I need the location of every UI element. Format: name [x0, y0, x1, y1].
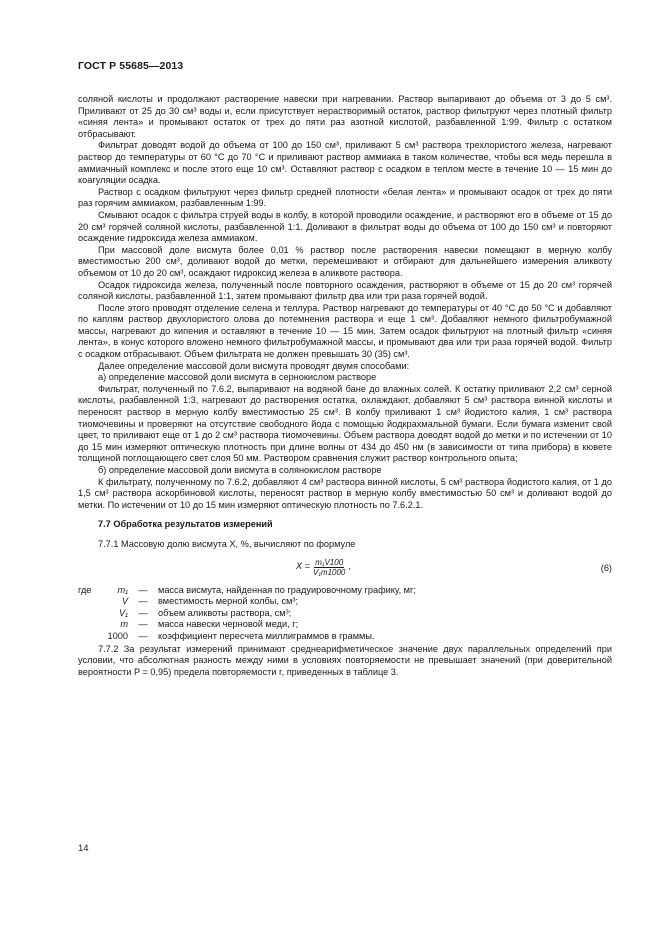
definition-text: коэффициент пересчета миллиграммов в граммы. — [158, 630, 375, 641]
definitions-list — [78, 585, 612, 643]
clause-7-7-2: 7.7.2 За результат измерений принимают среднеарифметическое значение двух параллельных определений при условии, что абсолютная разность между ними в условиях повторяемости не превышает значений (при доверительной вероятности P = 0,95) предела повторяемости r, приведенных в таблице 3. — [78, 643, 612, 677]
page-number: 14 — [78, 843, 89, 854]
paragraph: Фильтрат, полученный по 7.6.2, выпаривают на водяной бане до влажных солей. К остатку приливают 2,2 см³ серной кислоты, разбавленной 1:3, нагревают до растворения остатка, охлаждают, добавляют 5 см³ раствора винной кислоты и переносят раствор в мерную колбу вместимостью 25 см³. В колбу приливают 1 см³ йодистого калия, 1 см³ раствора тиомочевины и проверяют на отсутствие свободного йода с помощью йодкрахмальной бумаги. Если бумага изменит свой цвет, то приливают еще от 1 до 2 см³ раствора тиомочевины. Объем раствора доводят водой до метки и по истечении от 10 до 15 мин измеряют оптическую плотность при длине волны от 434 до 450 нм (в зависимости от типа прибора) в кювете толщиной поглощающего свет слоя 50 мм. Раствором сравнения служит раствор контрольного опыта; — [78, 383, 612, 464]
definition-symbol: 1000 — [107, 630, 128, 641]
definition-dash: — — [138, 596, 148, 607]
paragraph: Осадок гидроксида железа, полученный после повторного осаждения, растворяют в объеме от 15 до 20 см³ горячей соляной кислоты, разбавленной 1:1, затем промывают фильтр два или три раза горячей водой. — [78, 279, 612, 302]
definition-row — [78, 619, 612, 631]
formula-fraction — [313, 558, 345, 577]
document-header: ГОСТ Р 55685—2013 — [78, 60, 184, 72]
definition-text: масса навески черновой меди, г; — [158, 619, 299, 630]
definition-symbol: V — [121, 596, 128, 607]
formula — [296, 558, 351, 577]
paragraph: Далее определение массовой доли висмута проводят двумя способами: — [98, 360, 410, 371]
definition-symbol: V₁ — [118, 607, 128, 618]
paragraph: соляной кислоты и продолжают растворение навески при нагревании. Раствор выпаривают до объема от 3 до 5 см³. Приливают от 25 до 30 см³ воды и, если присутствует нерастворимый остаток, раствор фильтруют через плотный фильтр «синяя лента» и промывают остаток от трех до пяти раз азотной кислотой, разбавленной 1:99. Фильтр с остатком отбрасывают. — [78, 94, 612, 139]
definition-row — [78, 585, 612, 597]
definition-dash: — — [138, 584, 148, 595]
definition-lead — [78, 631, 98, 643]
definition-lead — [78, 619, 98, 631]
paragraph: К фильтрату, полученному по 7.6.2, добавляют 4 см³ раствора винной кислоты, 5 см³ раствора йодистого калия, от 1 до 1,5 см³ раствора аскорбиновой кислоты, переносят раствор в мерную колбу вместимостью 50 см³ и доливают водой до метки. По истечении от 10 до 15 мин измеряют оптическую плотность по 7.6.2.1. — [78, 476, 612, 510]
definition-lead — [78, 608, 98, 620]
formula-denominator: V₁m1000 — [313, 567, 346, 577]
document-body — [78, 94, 612, 678]
definition-symbol: m₁ — [117, 584, 128, 595]
definition-text: вместимость мерной колбы, см³; — [158, 596, 298, 607]
definition-dash: — — [138, 619, 148, 630]
definition-symbol: m — [120, 619, 128, 630]
definition-dash: — — [138, 607, 148, 618]
paragraph: а) определение массовой доли висмута в сернокислом растворе — [98, 372, 377, 383]
clause-7-7-1: 7.7.1 Массовую долю висмута X, %, вычисляют по формуле — [98, 538, 356, 549]
definition-row — [78, 596, 612, 608]
definition-dash: — — [138, 630, 148, 641]
section-heading: 7.7 Обработка результатов измерений — [98, 519, 273, 530]
paragraph: При массовой доле висмута более 0,01 % раствор после растворения навески помещают в мерную колбу вместимостью 200 см³, доливают водой до метки, перемешивают и отбирают для дальнейшего измерения аликвоту объемом от 10 до 20 см³, осаждают гидроксид железа в аликвоте раствора. — [78, 244, 612, 278]
paragraphs — [78, 94, 612, 511]
formula-tail: , — [348, 561, 351, 572]
paragraph: Смывают осадок с фильтра струей воды в колбу, в которой проводили осаждение, и растворяют его в объеме от 15 до 20 см³ горячей соляной кислоты, разбавленной 1:1. Доливают в фильтрат воды до объема от 100 до 150 см³ и повторяют осаждение гидроксида железа аммиаком. — [78, 209, 612, 244]
formula-row — [78, 555, 612, 583]
definition-lead — [78, 596, 98, 608]
formula-lhs: X = — [296, 561, 311, 572]
definition-row — [78, 631, 612, 643]
paragraph: Фильтрат доводят водой до объема от 100 до 150 см³, приливают 5 см³ раствора трехлористого железа, нагревают раствор до температуры от 60 °С до 70 °С и приливают раствор аммиака в таком количестве, чтобы вся медь перешла в аммиачный комплекс и после этого еще 10 см³. Оставляют раствор с осадком в теплом месте в течение 10 — 15 мин до коагуляции осадка. — [78, 140, 612, 186]
definition-lead: где — [78, 584, 92, 595]
paragraph: б) определение массовой доли висмута в солянокислом растворе — [98, 465, 382, 475]
definition-text: масса висмута, найденная по градуировочному графику, мг; — [158, 584, 416, 595]
definition-row — [78, 608, 612, 620]
paragraph: После этого проводят отделение селена и теллура. Раствор нагревают до температуры от 40 °С до 50 °С и добавляют по каплям раствор двухлористого олова до потемнения раствора и еще 1 см³. Добавляют немного фильтробумажной массы, нагревают до кипения и оставляют в течение 10 — 15 мин. Затем осадок фильтруют на плотный фильтр «синяя лента», в конус которого вложено немного фильтробумажной массы, и промывают два или три раза горячей водой. Фильтр с осадком отбрасывают. Объем фильтрата не должен превышать 30 (35) см³. — [78, 302, 612, 360]
formula-number: (6) — [600, 562, 612, 573]
formula-numerator: m₁V100 — [315, 557, 344, 567]
definition-text: объем аликвоты раствора, см³; — [158, 607, 292, 618]
paragraph: Раствор с осадком фильтруют через фильтр средней плотности «белая лента» и промывают осадок от трех до пяти раз горячим аммиаком, разбавленным 1:99. — [78, 186, 612, 209]
